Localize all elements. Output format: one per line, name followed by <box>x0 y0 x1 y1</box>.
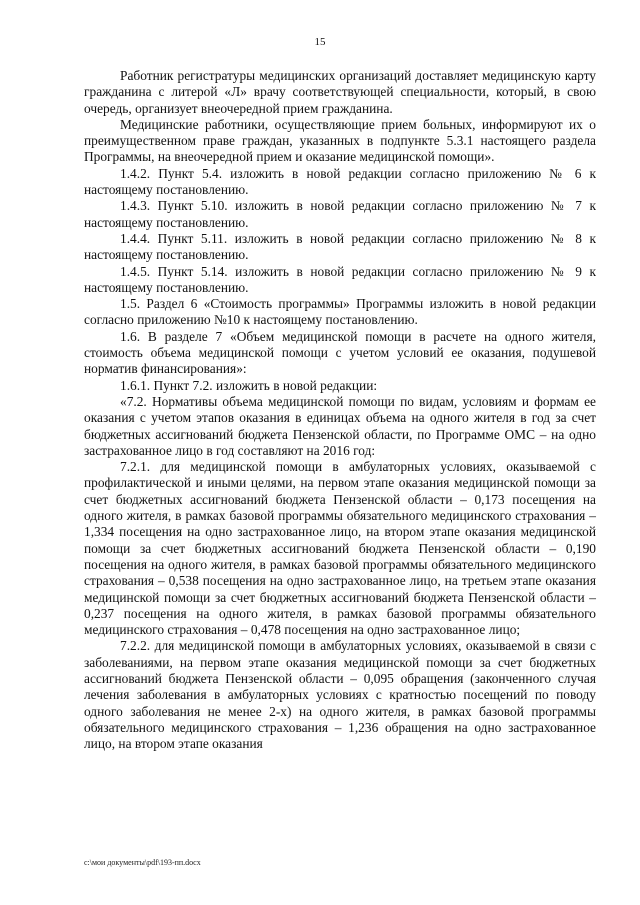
footer-file-path: c:\мои документы\pdf\193-пп.docx <box>84 858 201 867</box>
paragraph: 7.2.2. для медицинской помощи в амбулаторных условиях, оказываемой в связи с заболеваниями, на первом этапе оказания медицинской помощи за счет бюджетных ассигнований бюджета Пензенской области – 0,095 обращения (законченного случая лечения заболевания в амбулаторных условиях с кратностью посещений по поводу одного заболевания не менее 2-х) на одного жителя, в рамках базовой программы обязательного медицинского страхования – 1,236 обращения на одно застрахованное лицо, на втором этапе оказания <box>84 638 596 752</box>
paragraph: 1.5. Раздел 6 «Стоимость программы» Программы изложить в новой редакции согласно приложению №10 к настоящему постановлению. <box>84 296 596 328</box>
paragraph: «7.2. Нормативы объема медицинской помощи по видам, условиям и формам ее оказания с учетом этапов оказания в единицах объема на одного жителя в год за счет бюджетных ассигнований бюджета Пензенской области, по Программе ОМС – на одно застрахованное лицо в год составляют на 2016 год: <box>84 393 596 458</box>
page-number: 15 <box>314 36 326 48</box>
paragraph: 1.4.3. Пункт 5.10. изложить в новой редакции согласно приложению № 7 к настоящему постановлению. <box>84 198 596 230</box>
paragraph: 1.4.2. Пункт 5.4. изложить в новой редакции согласно приложению № 6 к настоящему постановлению. <box>84 165 596 198</box>
paragraph: 1.6. В разделе 7 «Объем медицинской помощи в расчете на одного жителя, стоимость объема медицинской помощи с учетом условий ее оказания, подушевой норматив финансирования»: <box>84 328 596 377</box>
paragraph: Работник регистратуры медицинских организаций доставляет медицинскую карту гражданина с литерой «Л» врачу соответствующей специальности, который, в свою очередь, организует внеочередной прием гражданина. <box>84 68 596 116</box>
paragraph: 7.2.1. для медицинской помощи в амбулаторных условиях, оказываемой с профилактической и иными целями, на первом этапе оказания медицинской помощи за счет бюджетных ассигнований бюджета Пензенской области – 0,173 посещения на одного жителя, в рамках базовой программы обязательного медицинского страхования – 1,334 посещения на одно застрахованное лицо, на втором этапе оказания медицинской помощи за счет бюджетных ассигнований бюджета Пензенской области – 0,190 посещения на одного жителя, в рамках базовой программы обязательного медицинского страхования – 0,538 посещения на одно застрахованное лицо, на третьем этапе оказания медицинской помощи за счет бюджетных ассигнований бюджета Пензенской области – 0,237 посещения на одного жителя, в рамках базовой программы обязательного медицинского страхования – 0,478 посещения на одно застрахованное лицо; <box>84 459 596 638</box>
paragraph: 1.4.4. Пункт 5.11. изложить в новой редакции согласно приложению № 8 к настоящему постановлению. <box>84 230 596 263</box>
paragraph: Медицинские работники, осуществляющие прием больных, информируют их о преимущественном праве граждан, указанных в подпункте 5.3.1 настоящего раздела Программы, на внеочередной прием и оказание медицинской помощи». <box>84 116 596 165</box>
document-body <box>84 68 596 752</box>
paragraph: 1.6.1. Пункт 7.2. изложить в новой редакции: <box>120 377 378 393</box>
paragraph: 1.4.5. Пункт 5.14. изложить в новой редакции согласно приложению № 9 к настоящему постановлению. <box>84 263 596 295</box>
